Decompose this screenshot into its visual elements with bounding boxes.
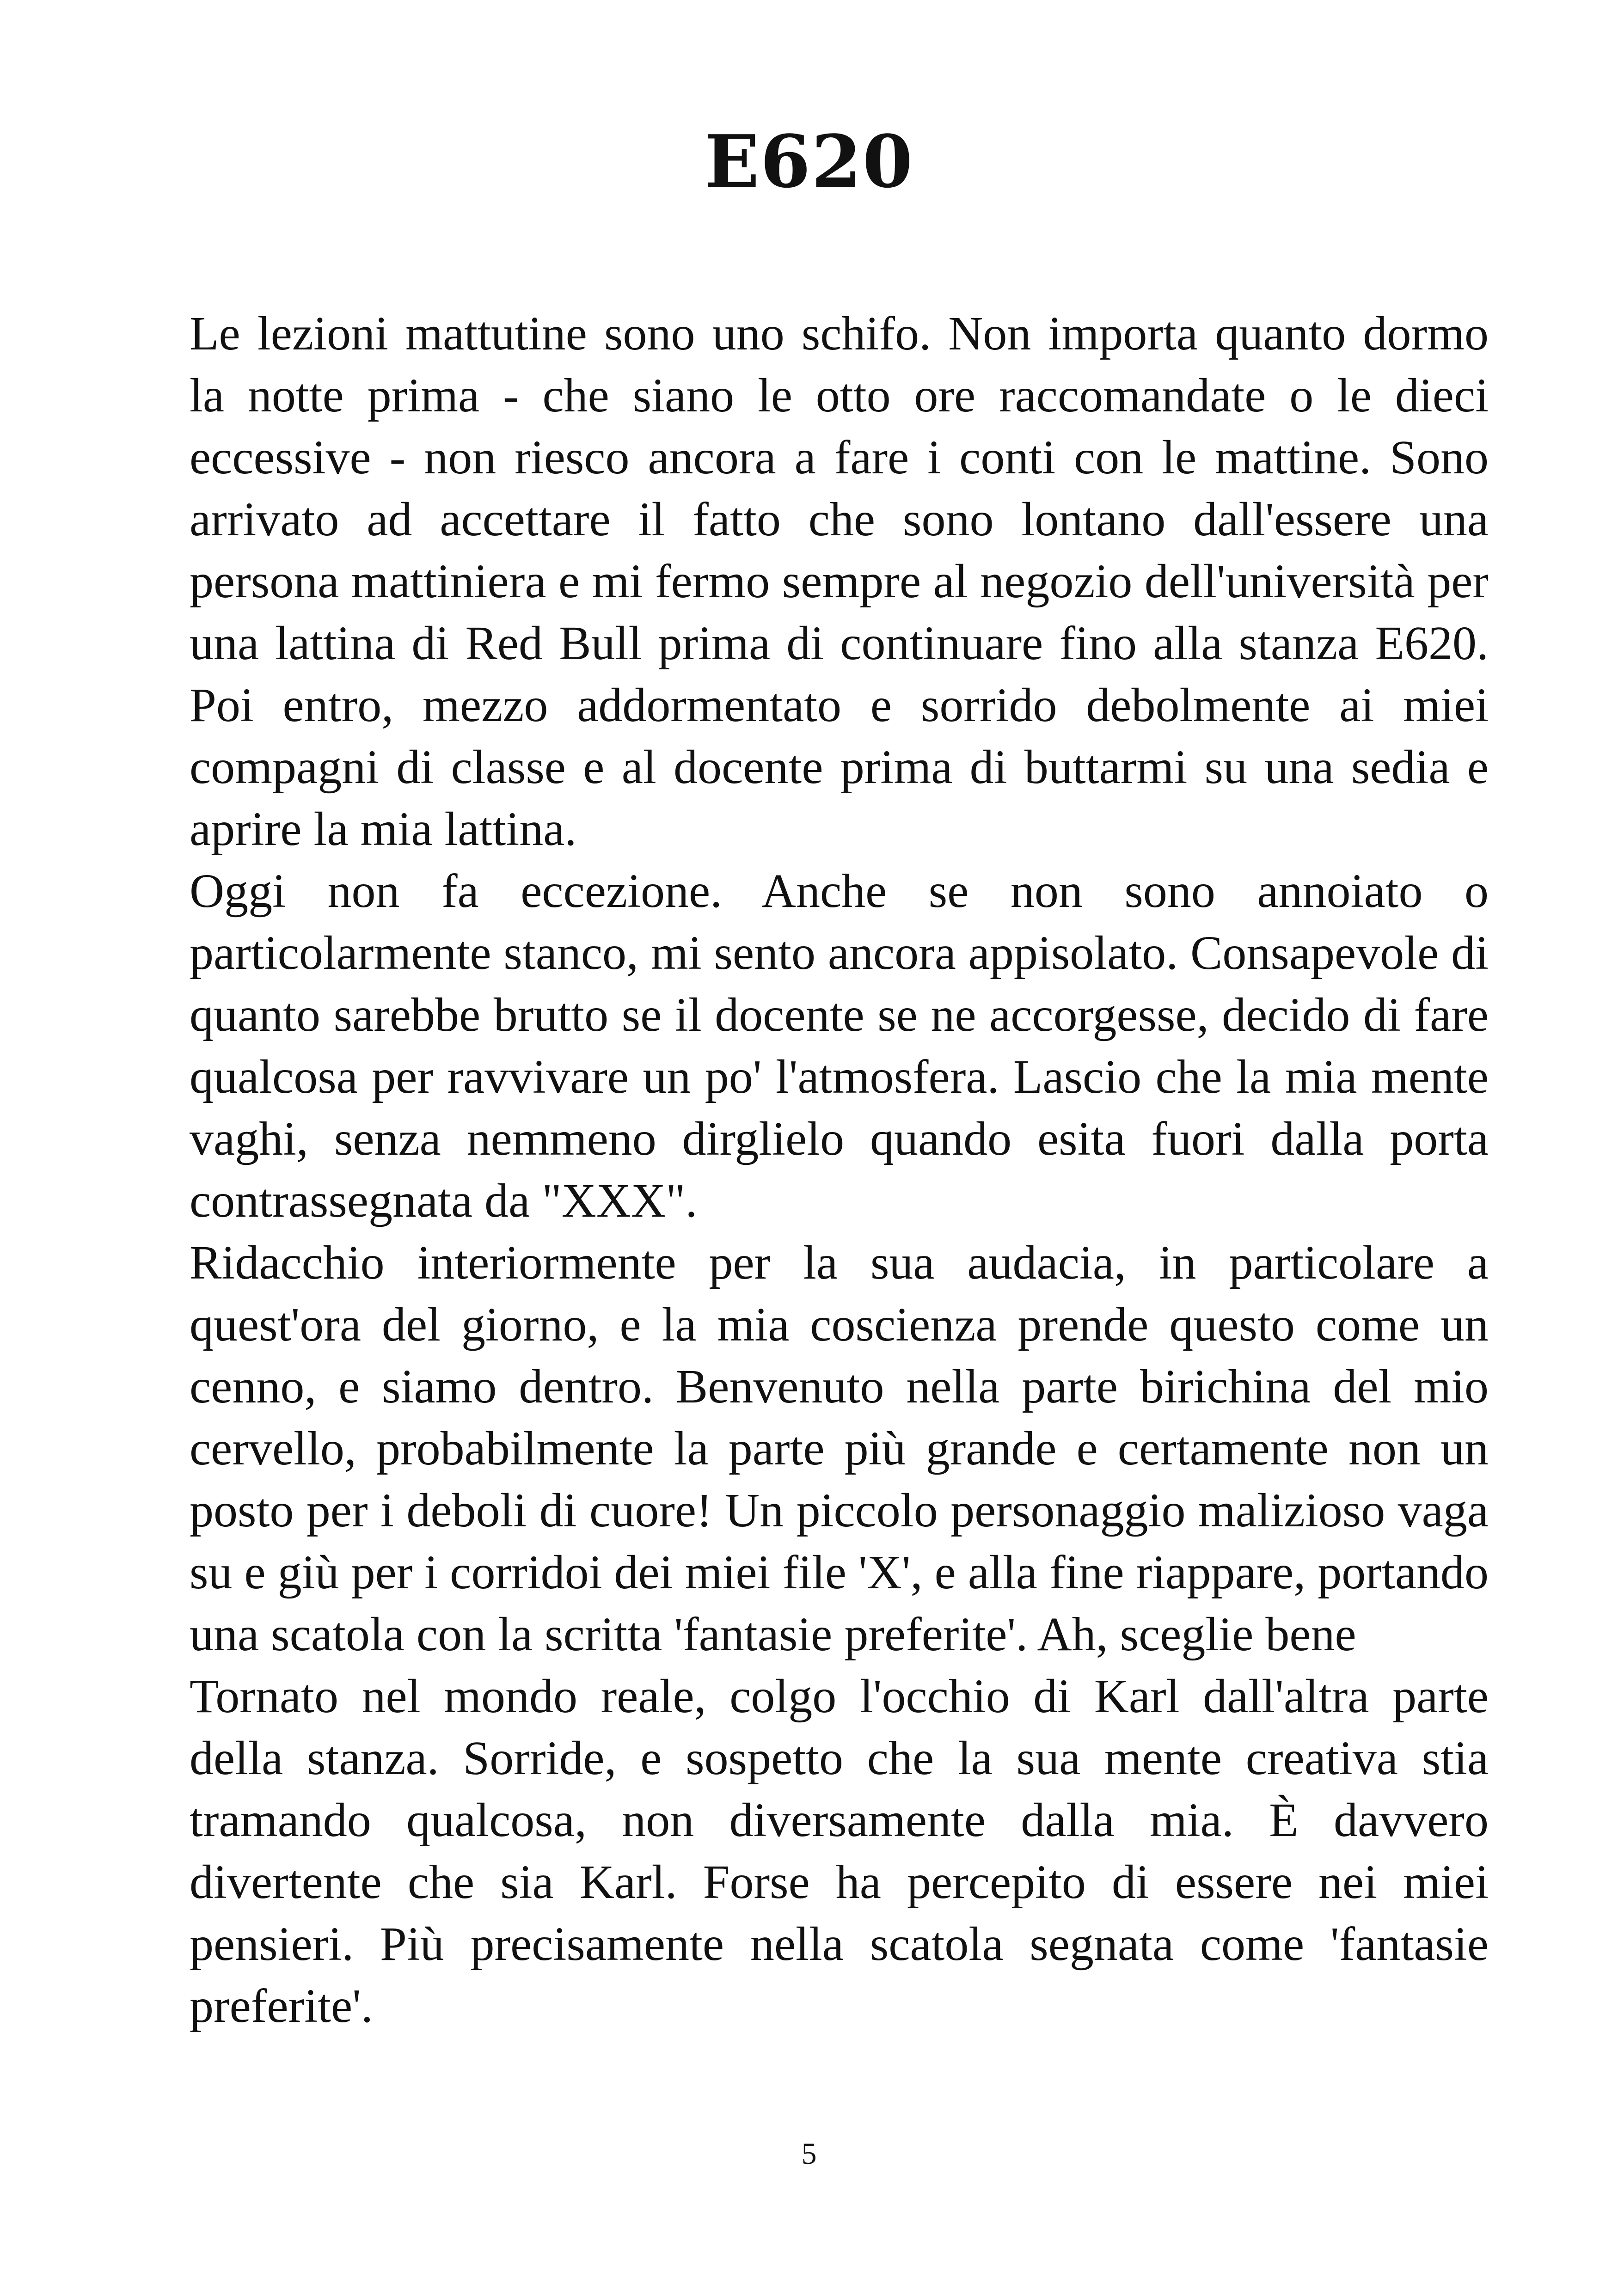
paragraph-3: Ridacchio interiormente per la sua audacia, in particolare a quest'ora del giorno, e la mia coscienza prende questo come un cenno, e siamo dentro. Benvenuto nella parte birichina del mio cervello, probabilmente la parte più grande e certamente non un posto per i deboli di cuore! Un piccolo personaggio malizioso vaga su e giù per i corridoi dei miei file 'X', e alla fine riappare, portando una scatola con la scritta 'fantasie preferite'. Ah, sceglie bene <box>190 1236 1489 1661</box>
page-number: 5 <box>801 2137 817 2171</box>
page-title: E620 <box>704 119 914 204</box>
paragraph-4: Tornato nel mondo reale, colgo l'occhio di Karl dall'altra parte della stanza. Sorride, e sospetto che la sua mente creativa stia tramando qualcosa, non diversamente dalla mia. È davvero divertente che sia Karl. Forse ha percepito di essere nei miei pensieri. Più precisamente nella scatola segnata come 'fantasie preferite'. <box>190 1670 1489 2033</box>
paragraph-1: Le lezioni mattutine sono uno schifo. Non importa quanto dormo la notte prima - che siano le otto ore raccomandate o le dieci eccessive - non riesco ancora a fare i conti con le mattine. Sono arrivato ad accettare il fatto che sono lontano dall'essere una persona mattiniera e mi fermo sempre al negozio dell'università per una lattina di Red Bull prima di continuare fino alla stanza E620. Poi entro, mezzo addormentato e sorrido debolmente ai miei compagni di classe e al docente prima di buttarmi su una sedia e aprire la mia lattina. <box>190 307 1489 856</box>
body-text <box>190 303 1489 2037</box>
paragraph-2: Oggi non fa eccezione. Anche se non sono annoiato o particolarmente stanco, mi sento ancora appisolato. Consapevole di quanto sarebbe brutto se il docente se ne accorgesse, decido di fare qualcosa per ravvivare un po' l'atmosfera. Lascio che la mia mente vaghi, senza nemmeno dirglielo quando esita fuori dalla porta contrassegnata da "XXX". <box>190 864 1489 1227</box>
